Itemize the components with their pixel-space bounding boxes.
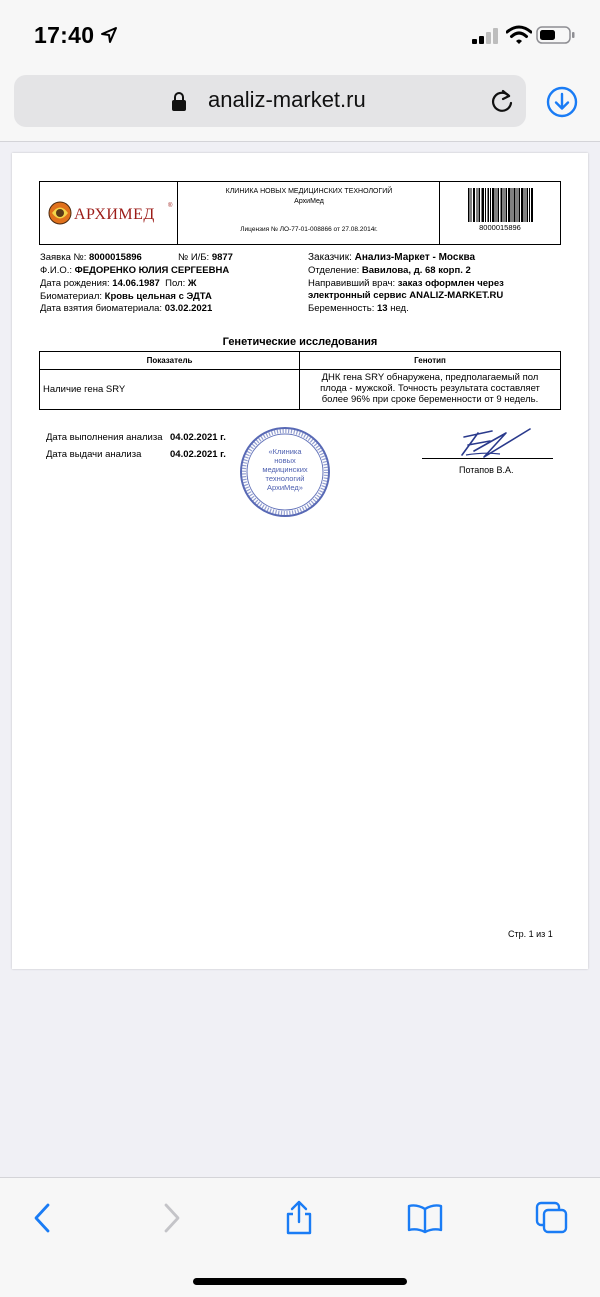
- lab-report-document: [12, 153, 588, 969]
- clinic-cell: [178, 182, 440, 244]
- location-arrow-icon: [100, 26, 118, 44]
- barcode-number: 8000015896: [479, 223, 521, 232]
- license-text: Лицензия № ЛО-77-01-008866 от 27.08.2014г.: [240, 226, 378, 233]
- biomaterial-line: Биоматериал: Кровь цельная с ЭДТА: [40, 291, 212, 302]
- clinic-subname: АрхиМед: [294, 198, 324, 205]
- forward-icon[interactable]: [154, 1200, 190, 1236]
- doctor-signature: [444, 427, 536, 461]
- patient-name-line: Ф.И.О.: ФЕДОРЕНКО ЮЛИЯ СЕРГЕЕВНА: [40, 265, 230, 276]
- status-time: 17:40: [34, 22, 95, 48]
- issue-date-value: 04.02.2021 г.: [170, 449, 226, 460]
- column-header-genotype: Генотип: [300, 352, 560, 370]
- wifi-icon: [506, 25, 532, 45]
- referring-doctor-line: Направивший врач: заказ оформлен через: [308, 278, 504, 289]
- customer-line: Заказчик: Анализ-Маркет - Москва: [308, 252, 476, 263]
- column-header-indicator: Показатель: [40, 352, 300, 370]
- logo-wordmark: АРХИМЕД: [74, 206, 155, 223]
- order-number-line: Заявка №: 8000015896: [40, 252, 142, 263]
- birth-date-line: Дата рождения: 14.06.1987 Пол: Ж: [40, 278, 197, 289]
- browser-chrome: [0, 72, 600, 142]
- status-bar: [0, 0, 600, 72]
- report-header: [39, 181, 561, 245]
- reload-icon[interactable]: [489, 88, 515, 114]
- tabs-icon[interactable]: [534, 1200, 570, 1236]
- url-text[interactable]: analiz-market.ru: [208, 87, 366, 112]
- share-icon[interactable]: [281, 1200, 317, 1236]
- clinic-name: КЛИНИКА НОВЫХ МЕДИЦИНСКИХ ТЕХНОЛОГИЙ: [225, 188, 393, 195]
- address-bar[interactable]: [14, 75, 526, 127]
- download-icon[interactable]: [546, 86, 578, 118]
- signature-name: Потапов В.А.: [459, 465, 514, 475]
- bottom-toolbar: [0, 1177, 600, 1297]
- cell-signal-icon: [472, 28, 500, 44]
- archimed-logo: [46, 196, 174, 230]
- issue-date-line: Дата выдачи анализа: [46, 449, 142, 460]
- svg-text:технологий: технологий: [265, 474, 305, 483]
- page-number: Стр. 1 из 1: [508, 929, 553, 939]
- svg-text:®: ®: [168, 203, 173, 209]
- svg-text:АрхиМед»: АрхиМед»: [267, 483, 303, 492]
- svg-text:медицинских: медицинских: [262, 465, 308, 474]
- bookmarks-icon[interactable]: [407, 1200, 443, 1236]
- cell-indicator: Наличие гена SRY: [40, 370, 300, 409]
- lock-icon: [171, 91, 187, 111]
- department-line: Отделение: Вавилова, д. 68 корп. 2: [308, 265, 471, 276]
- barcode-image: [468, 188, 534, 222]
- pregnancy-line: Беременность: 13 нед.: [308, 303, 409, 314]
- biomaterial-date-line: Дата взятия биоматериала: 03.02.2021: [40, 303, 213, 314]
- results-table: [39, 351, 561, 410]
- svg-text:«Клиника: «Клиника: [268, 447, 302, 456]
- clinic-stamp: [238, 425, 332, 519]
- svg-text:новых: новых: [274, 456, 296, 465]
- referring-doctor-line-2: электронный сервис ANALIZ-MARKET.RU: [308, 290, 504, 301]
- section-title: Генетические исследования: [222, 336, 378, 348]
- barcode-cell: [440, 182, 560, 244]
- completion-date-line: Дата выполнения анализа: [46, 432, 163, 443]
- battery-icon: [536, 25, 576, 45]
- home-indicator: [193, 1278, 407, 1285]
- web-content[interactable]: [0, 142, 600, 1177]
- completion-date-value: 04.02.2021 г.: [170, 432, 226, 443]
- logo-cell: [40, 182, 178, 244]
- cell-result: ДНК гена SRY обнаружена, предполагаемый пол плода - мужской. Точность результата составляет более 96% при сроке беременности от 9 недель.: [320, 372, 540, 405]
- back-icon[interactable]: [24, 1200, 60, 1236]
- signature-line: [422, 458, 553, 459]
- ib-number-line: № И/Б: 9877: [178, 252, 233, 263]
